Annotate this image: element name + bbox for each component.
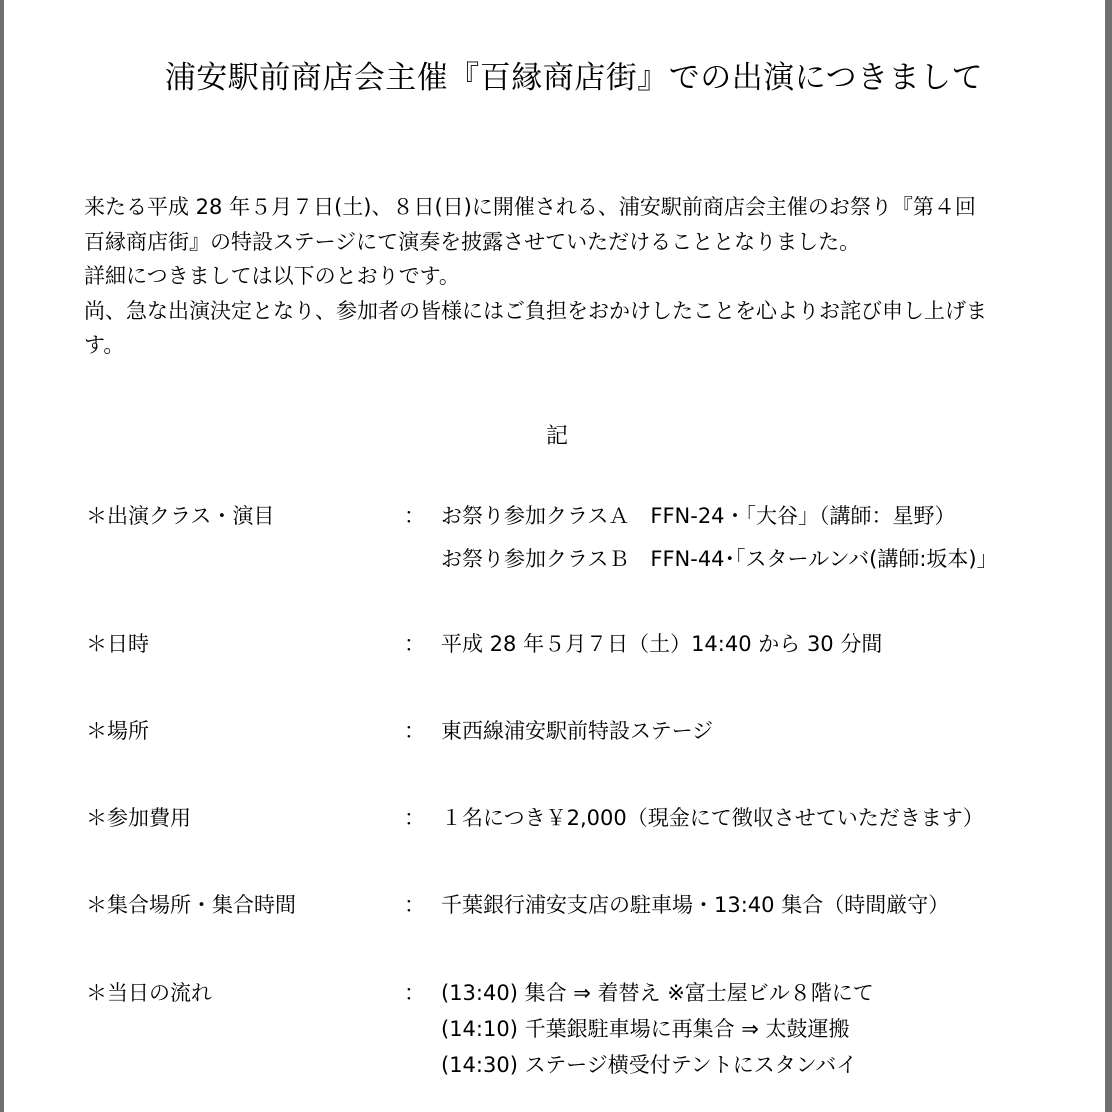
viewer-right-border (1105, 0, 1112, 1112)
detail-value: 平成 28 年５月７日（土）14:40 から 30 分間 (441, 632, 883, 656)
document-title: 浦安駅前商店会主催『百縁商店街』での出演につきまして (164, 60, 984, 96)
detail-values (441, 800, 1081, 836)
intro-line: 百縁商店街』の特設ステージにて演奏を披露させていただけることとなりました。 (84, 229, 861, 254)
detail-label: ＊出演クラス・演目 (86, 504, 275, 528)
detail-label: ＊日時 (86, 632, 149, 656)
detail-colon: ： (404, 893, 425, 917)
detail-value: (14:30) ステージ横受付テントにスタンバイ (441, 1053, 858, 1077)
detail-colon: ： (404, 981, 425, 1005)
detail-label: ＊集合場所・集合時間 (86, 893, 296, 917)
detail-value: お祭り参加クラスＢ FFN-44･｢スタールンバ(講師:坂本)｣ (441, 547, 988, 571)
detail-values (441, 713, 1081, 749)
intro-line: す。 (84, 333, 125, 357)
detail-colon: ： (404, 632, 425, 656)
detail-colon: ： (404, 806, 425, 830)
document-page (4, 0, 1105, 1112)
detail-value: 東西線浦安駅前特設ステージ (441, 719, 714, 743)
detail-value: (13:40) 集合 ⇒ 着替え ※富士屋ビル８階にて (441, 981, 874, 1005)
detail-label: ＊参加費用 (86, 806, 191, 830)
intro-line: 詳細につきましては以下のとおりです。 (84, 264, 460, 288)
detail-values (441, 498, 1081, 584)
detail-values (441, 887, 1081, 923)
ki-heading: 記 (545, 424, 568, 449)
detail-colon: ： (404, 504, 425, 528)
intro-line: 来たる平成 28 年５月７日(土)、８日(日)に開催される、浦安駅前商店会主催のお祭り『第４回 (84, 195, 976, 219)
detail-value: お祭り参加クラスＡ FFN-24・「大谷」（講師：星野） (441, 504, 956, 528)
intro-line: 尚、急な出演決定となり、参加者の皆様にはご負担をおかけしたことを心よりお詫び申し上げま (84, 298, 987, 323)
detail-value: １名につき￥2,000（現金にて徴収させていただきます） (441, 806, 984, 830)
intro-paragraph (84, 190, 1044, 363)
detail-values (441, 626, 1081, 662)
detail-value: (14:10) 千葉銀駐車場に再集合 ⇒ 太鼓運搬 (441, 1017, 850, 1041)
detail-values (441, 975, 1081, 1083)
detail-label: ＊場所 (86, 719, 149, 743)
detail-colon: ： (404, 719, 425, 743)
detail-label: ＊当日の流れ (86, 981, 212, 1005)
detail-value: 千葉銀行浦安支店の駐車場・13:40 集合（時間厳守） (441, 893, 950, 917)
